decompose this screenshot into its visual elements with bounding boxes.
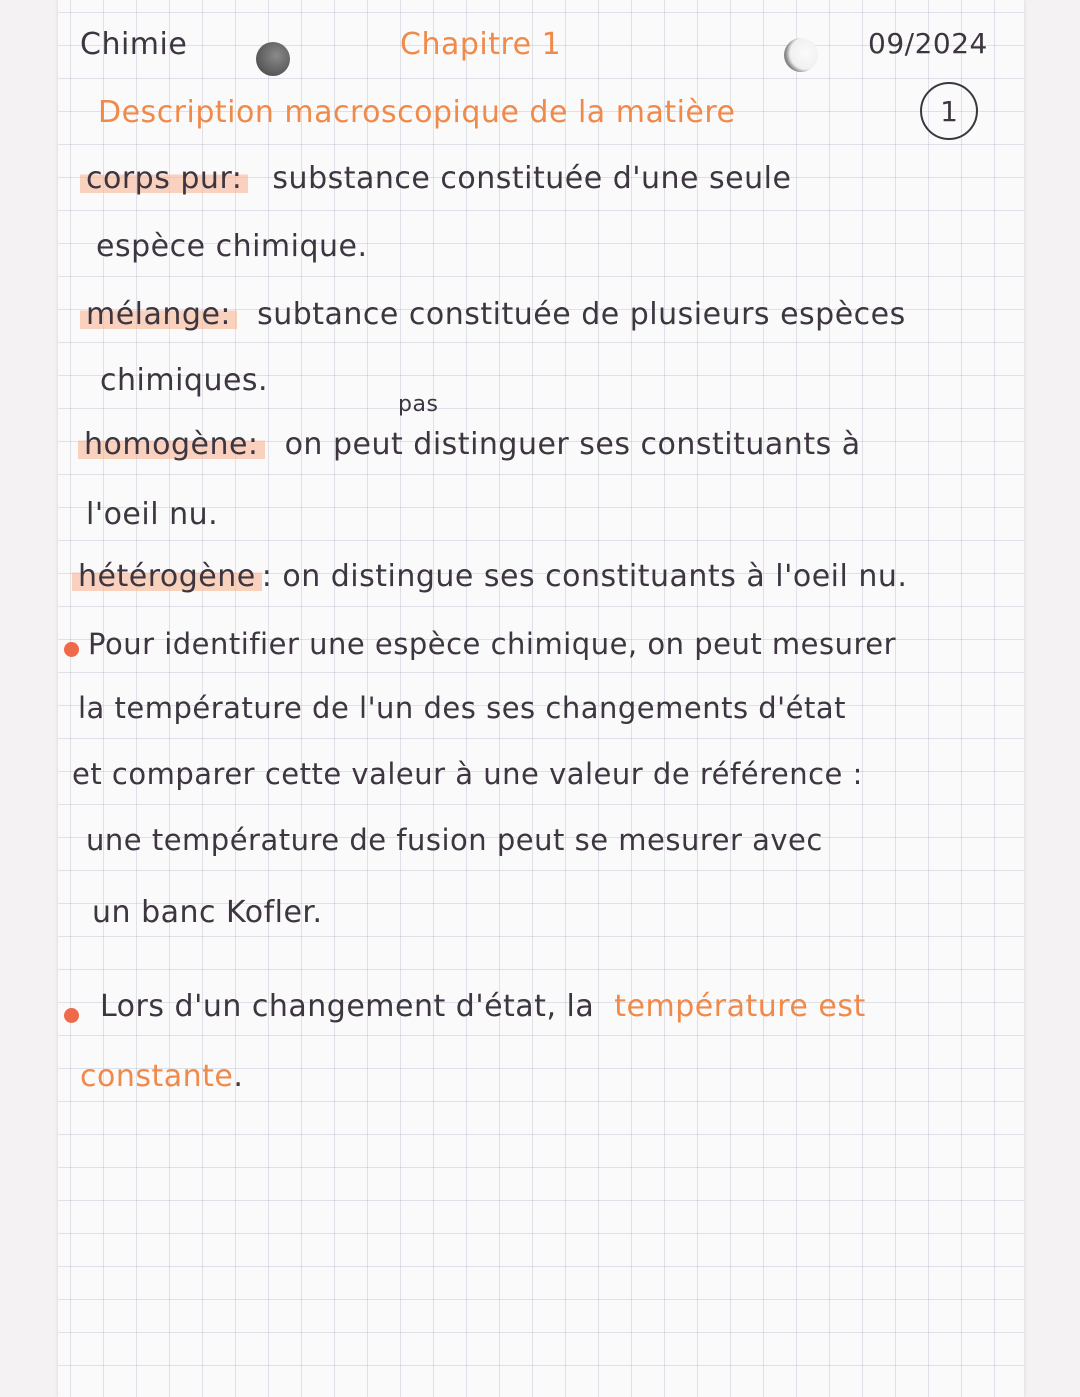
definition-text: l'oeil nu. (86, 497, 219, 532)
bullet-text-black: Lors d'un changement d'état, la (100, 989, 595, 1024)
punch-hole (784, 38, 818, 72)
definition-melange (86, 297, 906, 332)
bullet-text (100, 989, 866, 1024)
definition-text: substance constituée d'une seule (272, 161, 792, 196)
definition-text: espèce chimique. (96, 229, 368, 264)
subject-label: Chimie (80, 27, 188, 62)
definition-corps-pur (86, 161, 792, 196)
definition-heterogene (78, 559, 908, 594)
bullet-dot (64, 642, 79, 657)
punch-hole (256, 42, 290, 76)
term-highlight: homogène: (78, 427, 265, 462)
definition-homogene (84, 427, 861, 462)
section-title: Description macroscopique de la matière (98, 95, 736, 130)
bullet-text-orange: constante (80, 1059, 234, 1094)
bullet-text (80, 1059, 244, 1094)
definition-text: chimiques. (100, 363, 269, 398)
notebook-page (58, 0, 1024, 1397)
definition-text: on peut distinguer ses constituants à (284, 427, 861, 462)
term-highlight: hétérogène (72, 559, 262, 594)
page-number-circle: 1 (920, 82, 978, 140)
date-label: 09/2024 (868, 27, 988, 60)
bullet-text: une température de fusion peut se mesurer avec (86, 823, 823, 857)
bullet-text: et comparer cette valeur à une valeur de référence : (72, 757, 863, 791)
bullet-text-end: . (233, 1059, 244, 1094)
bullet-dot (64, 1008, 79, 1023)
bullet-text: un banc Kofler. (92, 895, 323, 930)
definition-text: : on distingue ses constituants à l'oeil nu. (261, 559, 908, 594)
bullet-text: la température de l'un des ses changements d'état (78, 691, 847, 725)
definition-text: subtance constituée de plusieurs espèces (257, 297, 906, 332)
term-highlight: corps pur: (80, 161, 248, 196)
term-highlight: mélange: (80, 297, 237, 332)
chapter-label: Chapitre 1 (400, 27, 562, 62)
inserted-word: pas (398, 392, 439, 417)
bullet-text: Pour identifier une espèce chimique, on peut mesurer (88, 627, 897, 661)
bullet-text-orange: température est (614, 989, 866, 1024)
